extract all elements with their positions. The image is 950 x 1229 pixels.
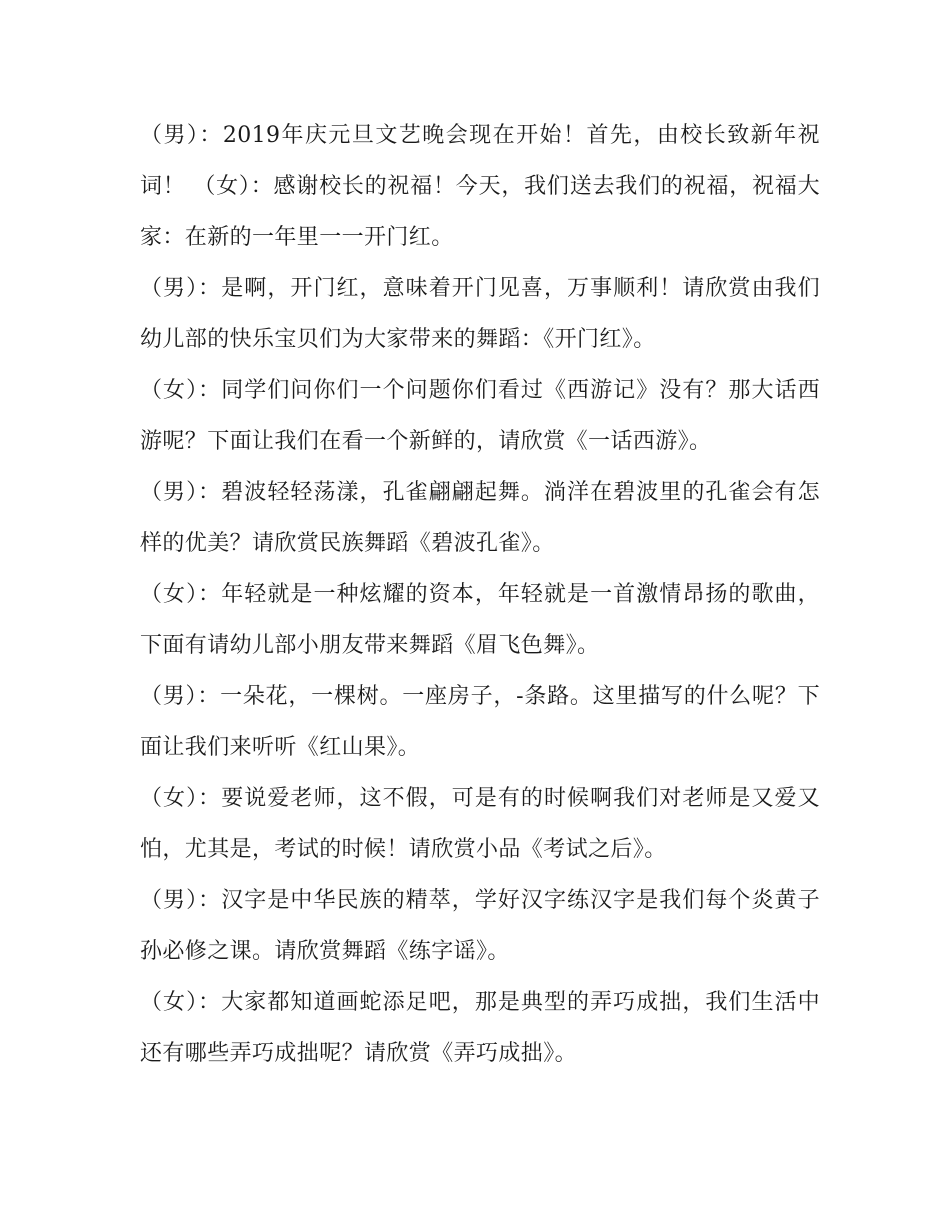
script-paragraph-7: （女）：要说爱老师，这不假，可是有的时候啊我们对老师是又爱又怕，尤其是，考试的时候！请欣赏小品《考试之后》。: [140, 786, 820, 862]
script-paragraph-5: （女）：年轻就是一种炫耀的资本，年轻就是一首激情昂扬的歌曲，下面有请幼儿部小朋友带来舞蹈《眉飞色舞》。: [140, 582, 820, 658]
script-paragraph-9: （女）：大家都知道画蛇添足吧，那是典型的弄巧成拙，我们生活中还有哪些弄巧成拙呢？请欣赏《弄巧成拙》。: [140, 990, 820, 1066]
script-paragraph-4: （男）：碧波轻轻荡漾，孔雀翩翩起舞。淌洋在碧波里的孔雀会有怎样的优美？请欣赏民族舞蹈《碧波孔雀》。: [140, 480, 820, 556]
script-paragraph-3: （女）：同学们问你们一个问题你们看过《西游记》没有？那大话西游呢？下面让我们在看一个新鲜的，请欣赏《一话西游》。: [140, 378, 820, 454]
script-paragraph-1: （男）：2019年庆元旦文艺晚会现在开始！首先，由校长致新年祝词！ （女）：感谢校长的祝福！今天，我们送去我们的祝福，祝福大家：在新的一年里一一开门红。: [140, 123, 820, 250]
script-paragraph-8: （男）：汉字是中华民族的精萃，学好汉字练汉字是我们每个炎黄子孙必修之课。请欣赏舞蹈《练字谣》。: [140, 888, 820, 964]
script-paragraph-6: （男）：一朵花，一棵树。一座房子，-条路。这里描写的什么呢？下面让我们来听听《红山果》。: [140, 684, 820, 760]
script-paragraph-2: （男）：是啊，开门红，意味着开门见喜，万事顺利！请欣赏由我们幼儿部的快乐宝贝们为大家带来的舞蹈：《开门红》。: [140, 276, 820, 352]
document-page: [140, 110, 820, 1079]
